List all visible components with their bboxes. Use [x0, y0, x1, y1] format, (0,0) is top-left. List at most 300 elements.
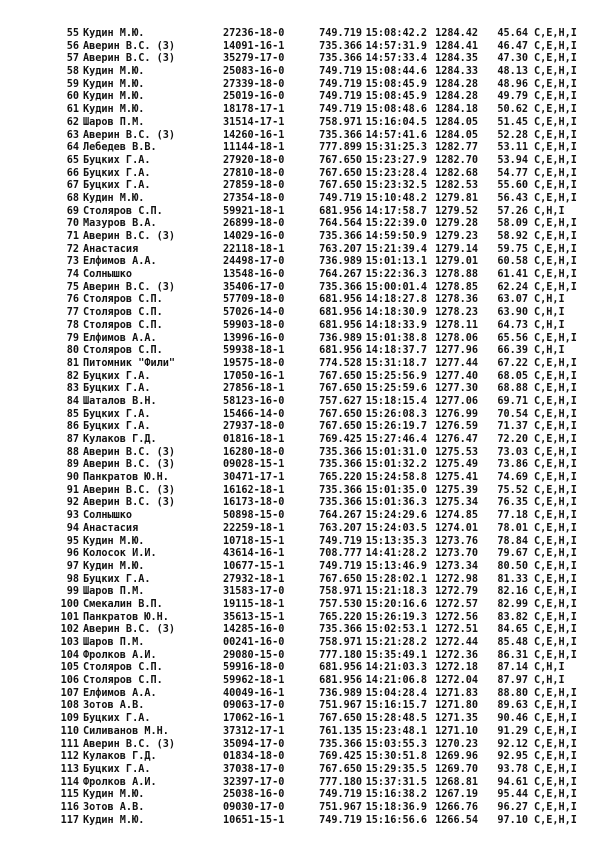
participant-name: Аверин В.С. (3): [83, 231, 176, 242]
distance-value: 735.366: [319, 53, 362, 65]
ring-number: 37038-17-0: [223, 763, 285, 775]
result-row: [55, 700, 594, 713]
participant-name: Столяров С.П.: [83, 675, 163, 687]
speed-value: 1277.06: [435, 395, 478, 407]
distance-value: 767.650: [319, 573, 362, 585]
participant-name: Кудин М.Ю.: [83, 66, 145, 78]
category-codes: C,E,H,I: [534, 497, 577, 509]
ring-number: 31514-17-1: [223, 116, 285, 128]
distance-value: 763.207: [319, 522, 362, 534]
points-value: 68.05: [497, 370, 528, 382]
participant-name: Питомник "Фили": [83, 357, 176, 369]
result-row: [55, 91, 594, 104]
speed-value: 1272.18: [435, 662, 478, 674]
arrival-time: 15:23:48.1: [365, 725, 427, 737]
result-row: [55, 485, 594, 498]
category-codes: C,E,H,I: [534, 814, 577, 826]
distance-value: 763.207: [319, 243, 362, 255]
place-number: 114: [60, 776, 79, 788]
arrival-time: 15:01:38.8: [365, 332, 427, 344]
points-value: 78.01: [497, 522, 528, 534]
participant-name: Буцких Г.А.: [83, 763, 151, 775]
ring-number: 13548-16-0: [223, 269, 285, 281]
distance-value: 749.719: [319, 560, 362, 572]
result-row: [55, 777, 594, 790]
ring-number: 59921-18-1: [223, 205, 285, 217]
arrival-time: 15:30:51.8: [365, 751, 427, 763]
participant-name: Аверин В.С. (3): [83, 53, 176, 65]
distance-value: 757.627: [319, 395, 362, 407]
participant-name: Фролков А.И.: [83, 776, 157, 788]
result-row: [55, 421, 594, 434]
speed-value: 1266.76: [435, 801, 478, 813]
distance-value: 735.366: [319, 624, 362, 636]
participant-name: Столяров С.П.: [83, 205, 163, 217]
participant-name: Аверин В.С. (3): [83, 484, 176, 496]
speed-value: 1279.52: [435, 205, 478, 217]
participant-name: Солнышко: [83, 269, 133, 281]
category-codes: C,E,H,I: [534, 91, 577, 103]
points-value: 82.16: [497, 586, 528, 598]
points-value: 50.62: [497, 104, 528, 116]
speed-value: 1284.28: [435, 78, 478, 90]
result-row: [55, 231, 594, 244]
speed-value: 1277.40: [435, 370, 478, 382]
category-codes: C,E,H,I: [534, 484, 577, 496]
participant-name: Столяров С.П.: [83, 307, 163, 319]
distance-value: 735.366: [319, 231, 362, 242]
category-codes: C,E,H,I: [534, 53, 577, 65]
category-codes: C,E,H,I: [534, 395, 577, 407]
speed-value: 1277.30: [435, 383, 478, 395]
participant-name: Буцких Г.А.: [83, 383, 151, 395]
result-row: [55, 726, 594, 739]
category-codes: C,E,H,I: [534, 40, 577, 52]
category-codes: C,E,H,I: [534, 116, 577, 128]
arrival-time: 15:26:19.7: [365, 421, 427, 433]
arrival-time: 14:21:06.8: [365, 675, 427, 687]
category-codes: C,E,H,I: [534, 725, 577, 737]
place-number: 98: [66, 573, 79, 585]
place-number: 99: [66, 586, 79, 598]
arrival-time: 15:25:56.9: [365, 370, 427, 382]
category-codes: C,E,H,I: [534, 218, 577, 230]
result-row: [55, 66, 594, 79]
ring-number: 00241-16-0: [223, 637, 285, 648]
result-row: [55, 206, 594, 219]
arrival-time: 15:26:08.3: [365, 408, 427, 420]
arrival-time: 15:29:35.5: [365, 763, 427, 775]
points-value: 54.77: [497, 167, 528, 179]
points-value: 72.20: [497, 434, 528, 445]
participant-name: Аверин В.С. (3): [83, 446, 176, 458]
ring-number: 31583-17-0: [223, 586, 285, 598]
speed-value: 1272.56: [435, 611, 478, 623]
arrival-time: 15:21:39.4: [365, 243, 427, 255]
result-row: [55, 675, 594, 688]
speed-value: 1272.79: [435, 586, 478, 598]
ring-number: 27937-18-0: [223, 421, 285, 433]
distance-value: 708.777: [319, 548, 362, 560]
result-row: [55, 142, 594, 155]
category-codes: C,H,I: [534, 345, 565, 357]
speed-value: 1278.88: [435, 269, 478, 281]
participant-name: Буцких Г.А.: [83, 573, 151, 585]
participant-name: Столяров С.П.: [83, 662, 163, 674]
place-number: 100: [60, 598, 79, 610]
participant-name: Кудин М.Ю.: [83, 28, 145, 39]
place-number: 113: [60, 763, 79, 775]
participant-name: Кудин М.Ю.: [83, 104, 145, 116]
category-codes: C,E,H,I: [534, 649, 577, 661]
distance-value: 767.650: [319, 713, 362, 725]
points-value: 56.43: [497, 192, 528, 204]
points-value: 51.45: [497, 116, 528, 128]
place-number: 74: [66, 269, 79, 281]
result-row: [55, 218, 594, 231]
speed-value: 1268.81: [435, 776, 478, 788]
arrival-time: 15:08:42.2: [365, 28, 427, 39]
arrival-time: 15:02:53.1: [365, 624, 427, 636]
participant-name: Силиванов М.Н.: [83, 725, 169, 737]
ring-number: 59916-18-0: [223, 662, 285, 674]
ring-number: 14285-16-0: [223, 624, 285, 636]
ring-number: 15466-14-0: [223, 408, 285, 420]
place-number: 82: [66, 370, 79, 382]
points-value: 73.86: [497, 459, 528, 471]
place-number: 88: [66, 446, 79, 458]
ring-number: 17050-16-1: [223, 370, 285, 382]
category-codes: C,E,H,I: [534, 408, 577, 420]
category-codes: C,E,H,I: [534, 154, 577, 166]
result-row: [55, 396, 594, 409]
category-codes: C,E,H,I: [534, 776, 577, 788]
ring-number: 10677-15-1: [223, 560, 285, 572]
place-number: 81: [66, 357, 79, 369]
participant-name: Аверин В.С. (3): [83, 459, 176, 471]
arrival-time: 14:41:28.2: [365, 548, 427, 560]
distance-value: 758.971: [319, 637, 362, 648]
speed-value: 1277.44: [435, 357, 478, 369]
category-codes: C,E,H,I: [534, 598, 577, 610]
distance-value: 681.956: [319, 675, 362, 687]
distance-value: 751.967: [319, 700, 362, 712]
speed-value: 1274.01: [435, 522, 478, 534]
points-value: 63.07: [497, 294, 528, 306]
category-codes: C,E,H,I: [534, 167, 577, 179]
speed-value: 1276.47: [435, 434, 478, 445]
distance-value: 736.989: [319, 687, 362, 699]
arrival-time: 14:18:33.9: [365, 319, 427, 331]
place-number: 78: [66, 319, 79, 331]
speed-value: 1272.44: [435, 637, 478, 648]
category-codes: C,E,H,I: [534, 560, 577, 572]
points-value: 53.11: [497, 142, 528, 154]
arrival-time: 14:18:37.7: [365, 345, 427, 357]
participant-name: Столяров С.П.: [83, 294, 163, 306]
place-number: 65: [66, 154, 79, 166]
ring-number: 25019-16-0: [223, 91, 285, 103]
result-row: [55, 41, 594, 54]
participant-name: Буцких Г.А.: [83, 167, 151, 179]
ring-number: 27236-18-0: [223, 28, 285, 39]
arrival-time: 14:59:50.9: [365, 231, 427, 242]
distance-value: 735.366: [319, 129, 362, 141]
arrival-time: 15:16:38.2: [365, 789, 427, 801]
points-value: 55.60: [497, 180, 528, 192]
points-value: 90.46: [497, 713, 528, 725]
speed-value: 1273.76: [435, 535, 478, 547]
distance-value: 735.366: [319, 281, 362, 293]
speed-value: 1282.68: [435, 167, 478, 179]
ring-number: 25083-16-0: [223, 66, 285, 78]
ring-number: 35279-17-0: [223, 53, 285, 65]
participant-name: Кудин М.Ю.: [83, 814, 145, 826]
place-number: 58: [66, 66, 79, 78]
distance-value: 774.528: [319, 357, 362, 369]
arrival-time: 15:31:25.3: [365, 142, 427, 154]
place-number: 73: [66, 256, 79, 268]
points-value: 91.29: [497, 725, 528, 737]
distance-value: 765.220: [319, 611, 362, 623]
points-value: 49.79: [497, 91, 528, 103]
arrival-time: 15:16:04.5: [365, 116, 427, 128]
ring-number: 57709-18-0: [223, 294, 285, 306]
result-row: [55, 802, 594, 815]
category-codes: C,E,H,I: [534, 522, 577, 534]
distance-value: 765.220: [319, 472, 362, 484]
place-number: 79: [66, 332, 79, 344]
distance-value: 767.650: [319, 180, 362, 192]
arrival-time: 15:01:35.0: [365, 484, 427, 496]
arrival-time: 15:03:55.3: [365, 738, 427, 750]
result-row: [55, 650, 594, 663]
result-row: [55, 244, 594, 257]
category-codes: C,E,H,I: [534, 332, 577, 344]
result-row: [55, 282, 594, 295]
ring-number: 27810-18-0: [223, 167, 285, 179]
participant-name: Колосок И.И.: [83, 548, 157, 560]
participant-name: Зотов А.В.: [83, 801, 145, 813]
place-number: 56: [66, 40, 79, 52]
result-row: [55, 789, 594, 802]
speed-value: 1282.53: [435, 180, 478, 192]
distance-value: 735.366: [319, 446, 362, 458]
points-value: 73.03: [497, 446, 528, 458]
place-number: 90: [66, 472, 79, 484]
distance-value: 767.650: [319, 421, 362, 433]
points-value: 58.09: [497, 218, 528, 230]
place-number: 108: [60, 700, 79, 712]
distance-value: 757.530: [319, 598, 362, 610]
category-codes: C,E,H,I: [534, 586, 577, 598]
place-number: 71: [66, 231, 79, 242]
speed-value: 1269.70: [435, 763, 478, 775]
speed-value: 1271.83: [435, 687, 478, 699]
ring-number: 40049-16-1: [223, 687, 285, 699]
place-number: 117: [60, 814, 79, 826]
participant-name: Кудин М.Ю.: [83, 192, 145, 204]
points-value: 93.78: [497, 763, 528, 775]
arrival-time: 15:08:45.9: [365, 78, 427, 90]
points-value: 57.26: [497, 205, 528, 217]
category-codes: C,E,H,I: [534, 789, 577, 801]
result-row: [55, 497, 594, 510]
speed-value: 1279.01: [435, 256, 478, 268]
ring-number: 19575-18-0: [223, 357, 285, 369]
participant-name: Столяров С.П.: [83, 345, 163, 357]
participant-name: Буцких Г.А.: [83, 370, 151, 382]
result-row: [55, 371, 594, 384]
points-value: 80.50: [497, 560, 528, 572]
participant-name: Елфимов А.А.: [83, 687, 157, 699]
ring-number: 22259-18-1: [223, 522, 285, 534]
arrival-time: 15:23:28.4: [365, 167, 427, 179]
participant-name: Кудин М.Ю.: [83, 560, 145, 572]
ring-number: 59962-18-1: [223, 675, 285, 687]
place-number: 68: [66, 192, 79, 204]
distance-value: 767.650: [319, 408, 362, 420]
points-value: 47.30: [497, 53, 528, 65]
race-results-list: [55, 28, 594, 827]
ring-number: 10651-15-1: [223, 814, 285, 826]
participant-name: Солнышко: [83, 510, 133, 522]
ring-number: 50898-15-0: [223, 510, 285, 522]
place-number: 64: [66, 142, 79, 154]
distance-value: 749.719: [319, 192, 362, 204]
participant-name: Аверин В.С. (3): [83, 129, 176, 141]
category-codes: C,E,H,I: [534, 192, 577, 204]
speed-value: 1279.23: [435, 231, 478, 242]
speed-value: 1271.80: [435, 700, 478, 712]
points-value: 92.12: [497, 738, 528, 750]
distance-value: 777.180: [319, 776, 362, 788]
points-value: 65.56: [497, 332, 528, 344]
distance-value: 749.719: [319, 28, 362, 39]
speed-value: 1284.41: [435, 40, 478, 52]
arrival-time: 15:01:32.2: [365, 459, 427, 471]
ring-number: 32397-17-0: [223, 776, 285, 788]
place-number: 83: [66, 383, 79, 395]
speed-value: 1279.81: [435, 192, 478, 204]
category-codes: C,H,I: [534, 319, 565, 331]
ring-number: 16280-18-0: [223, 446, 285, 458]
distance-value: 681.956: [319, 205, 362, 217]
place-number: 103: [60, 637, 79, 648]
place-number: 75: [66, 281, 79, 293]
speed-value: 1272.04: [435, 675, 478, 687]
distance-value: 767.650: [319, 167, 362, 179]
result-row: [55, 599, 594, 612]
speed-value: 1272.36: [435, 649, 478, 661]
speed-value: 1273.70: [435, 548, 478, 560]
result-row: [55, 637, 594, 650]
result-row: [55, 79, 594, 92]
points-value: 84.65: [497, 624, 528, 636]
ring-number: 10718-15-1: [223, 535, 285, 547]
category-codes: C,E,H,I: [534, 637, 577, 648]
points-value: 95.44: [497, 789, 528, 801]
points-value: 68.88: [497, 383, 528, 395]
speed-value: 1275.41: [435, 472, 478, 484]
points-value: 78.84: [497, 535, 528, 547]
points-value: 82.99: [497, 598, 528, 610]
points-value: 64.73: [497, 319, 528, 331]
arrival-time: 14:18:30.9: [365, 307, 427, 319]
ring-number: 30471-17-1: [223, 472, 285, 484]
arrival-time: 15:04:28.4: [365, 687, 427, 699]
speed-value: 1271.10: [435, 725, 478, 737]
participant-name: Аверин В.С. (3): [83, 738, 176, 750]
arrival-time: 15:13:35.3: [365, 535, 427, 547]
category-codes: C,E,H,I: [534, 573, 577, 585]
speed-value: 1278.23: [435, 307, 478, 319]
result-row: [55, 447, 594, 460]
participant-name: Шаров П.М.: [83, 637, 145, 648]
category-codes: C,E,H,I: [534, 611, 577, 623]
participant-name: Буцких Г.А.: [83, 421, 151, 433]
speed-value: 1275.34: [435, 497, 478, 509]
points-value: 48.96: [497, 78, 528, 90]
participant-name: Кулаков Г.Д.: [83, 434, 157, 445]
ring-number: 57026-14-0: [223, 307, 285, 319]
arrival-time: 15:24:03.5: [365, 522, 427, 534]
participant-name: Фролков А.И.: [83, 649, 157, 661]
arrival-time: 15:23:27.9: [365, 154, 427, 166]
distance-value: 735.366: [319, 497, 362, 509]
distance-value: 681.956: [319, 294, 362, 306]
distance-value: 751.967: [319, 801, 362, 813]
arrival-time: 15:21:18.3: [365, 586, 427, 598]
ring-number: 13996-16-0: [223, 332, 285, 344]
result-row: [55, 333, 594, 346]
ring-number: 11144-18-1: [223, 142, 285, 154]
ring-number: 19115-18-1: [223, 598, 285, 610]
category-codes: C,E,H,I: [534, 28, 577, 39]
speed-value: 1284.42: [435, 28, 478, 39]
ring-number: 35094-17-0: [223, 738, 285, 750]
speed-value: 1284.18: [435, 104, 478, 116]
result-row: [55, 269, 594, 282]
place-number: 77: [66, 307, 79, 319]
arrival-time: 15:22:36.3: [365, 269, 427, 281]
participant-name: Кудин М.Ю.: [83, 789, 145, 801]
category-codes: C,E,H,I: [534, 231, 577, 242]
arrival-time: 15:24:58.8: [365, 472, 427, 484]
ring-number: 09028-15-1: [223, 459, 285, 471]
points-value: 86.31: [497, 649, 528, 661]
speed-value: 1270.23: [435, 738, 478, 750]
result-row: [55, 256, 594, 269]
ring-number: 27354-18-0: [223, 192, 285, 204]
category-codes: C,E,H,I: [534, 243, 577, 255]
category-codes: C,H,I: [534, 205, 565, 217]
participant-name: Анастасия: [83, 522, 139, 534]
category-codes: C,E,H,I: [534, 370, 577, 382]
ring-number: 09030-17-0: [223, 801, 285, 813]
arrival-time: 15:10:48.2: [365, 192, 427, 204]
arrival-time: 14:17:58.7: [365, 205, 427, 217]
points-value: 60.58: [497, 256, 528, 268]
ring-number: 14260-16-1: [223, 129, 285, 141]
points-value: 79.67: [497, 548, 528, 560]
result-row: [55, 472, 594, 485]
result-row: [55, 383, 594, 396]
participant-name: Буцких Г.А.: [83, 180, 151, 192]
arrival-time: 15:16:56.6: [365, 814, 427, 826]
points-value: 96.27: [497, 801, 528, 813]
speed-value: 1276.99: [435, 408, 478, 420]
